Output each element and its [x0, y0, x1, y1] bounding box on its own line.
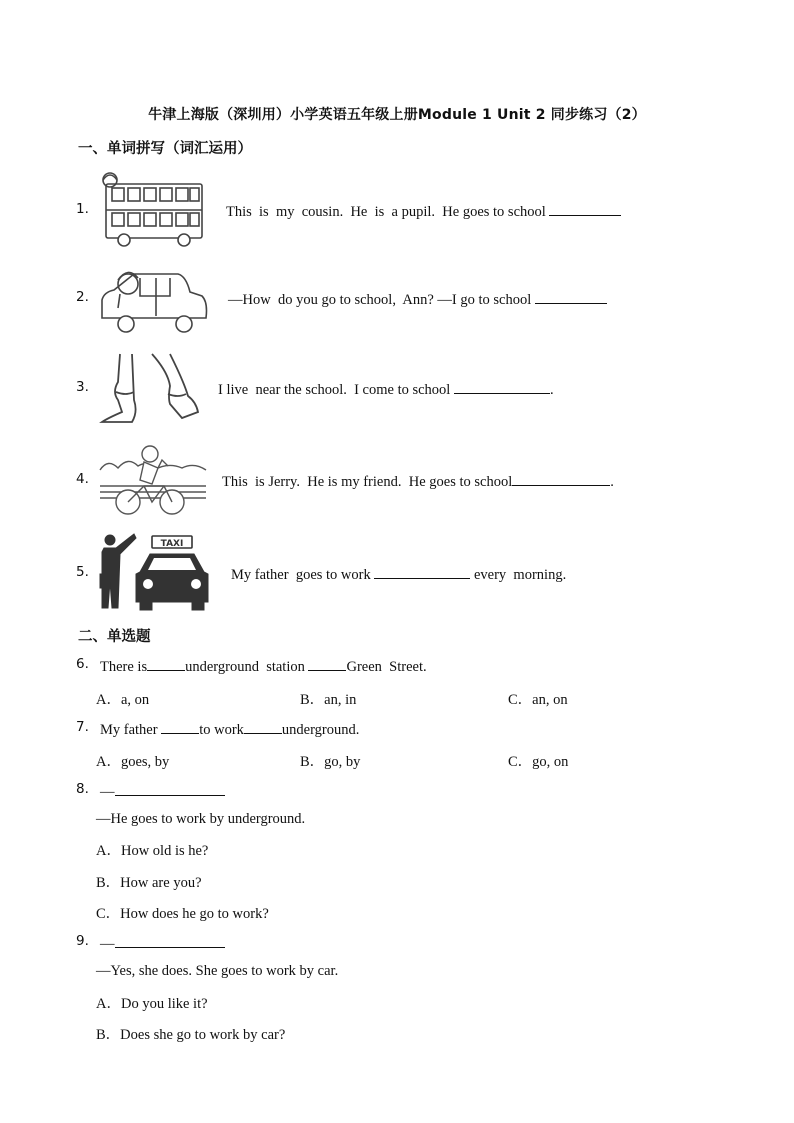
- bus-icon: [98, 172, 206, 250]
- taxi-sign-label: TAXI: [160, 539, 184, 549]
- answer-blank[interactable]: [147, 656, 185, 671]
- car-icon: [98, 262, 210, 336]
- question-number: 9.: [76, 933, 89, 949]
- question-8-answer-line: —He goes to work by underground.: [96, 811, 306, 827]
- answer-blank[interactable]: [512, 471, 610, 486]
- answer-blank[interactable]: [115, 781, 225, 796]
- item-number: 4.: [76, 471, 89, 487]
- answer-blank[interactable]: [161, 719, 199, 734]
- question-8-prompt: —: [100, 781, 225, 801]
- question-number: 6.: [76, 656, 89, 672]
- question-9-prompt: —: [100, 933, 225, 953]
- item-sentence: This is Jerry. He is my friend. He goes to school .: [222, 471, 614, 491]
- taxi-icon: [98, 530, 210, 612]
- option-b[interactable]: B．Does she go to work by car?: [96, 1027, 286, 1043]
- question-6-text: There is underground station Green Street.: [100, 656, 427, 676]
- option-a[interactable]: A．goes, by: [96, 754, 170, 770]
- option-b[interactable]: B．How are you?: [96, 875, 202, 891]
- option-a[interactable]: A．How old is he?: [96, 843, 209, 859]
- option-b[interactable]: B．go, by: [300, 754, 361, 770]
- item-sentence: My father goes to work every morning.: [231, 564, 566, 584]
- question-number: 8.: [76, 781, 89, 797]
- page-title: 牛津上海版（深圳用）小学英语五年级上册Module 1 Unit 2 同步练习（2）: [148, 107, 646, 123]
- answer-blank[interactable]: [454, 379, 550, 394]
- item-number: 1.: [76, 201, 89, 217]
- bicycle-icon: [98, 440, 208, 520]
- option-b[interactable]: B．an, in: [300, 692, 357, 708]
- question-9-answer-line: —Yes, she does. She goes to work by car.: [96, 963, 339, 979]
- option-a[interactable]: A．a, on: [96, 692, 150, 708]
- question-7-text: My father to work underground.: [100, 719, 359, 739]
- item-sentence: I live near the school. I come to school .: [218, 379, 554, 399]
- answer-blank[interactable]: [308, 656, 346, 671]
- answer-blank[interactable]: [374, 564, 470, 579]
- item-number: 3.: [76, 379, 89, 395]
- option-c[interactable]: C．an, on: [508, 692, 568, 708]
- section-heading-choice: 二、单选题: [78, 629, 151, 645]
- item-number: 5.: [76, 564, 89, 580]
- answer-blank[interactable]: [244, 719, 282, 734]
- answer-blank[interactable]: [535, 289, 607, 304]
- item-sentence: This is my cousin. He is a pupil. He goes to school: [226, 201, 621, 221]
- item-number: 2.: [76, 289, 89, 305]
- option-c[interactable]: C．How does he go to work?: [96, 906, 269, 922]
- walking-feet-icon: [98, 352, 202, 428]
- item-sentence: —How do you go to school, Ann? —I go to school: [228, 289, 607, 309]
- answer-blank[interactable]: [549, 201, 621, 216]
- answer-blank[interactable]: [115, 933, 225, 948]
- option-a[interactable]: A．Do you like it?: [96, 996, 208, 1012]
- section-heading-spelling: 一、单词拼写（词汇运用）: [78, 141, 252, 157]
- option-c[interactable]: C．go, on: [508, 754, 569, 770]
- question-number: 7.: [76, 719, 89, 735]
